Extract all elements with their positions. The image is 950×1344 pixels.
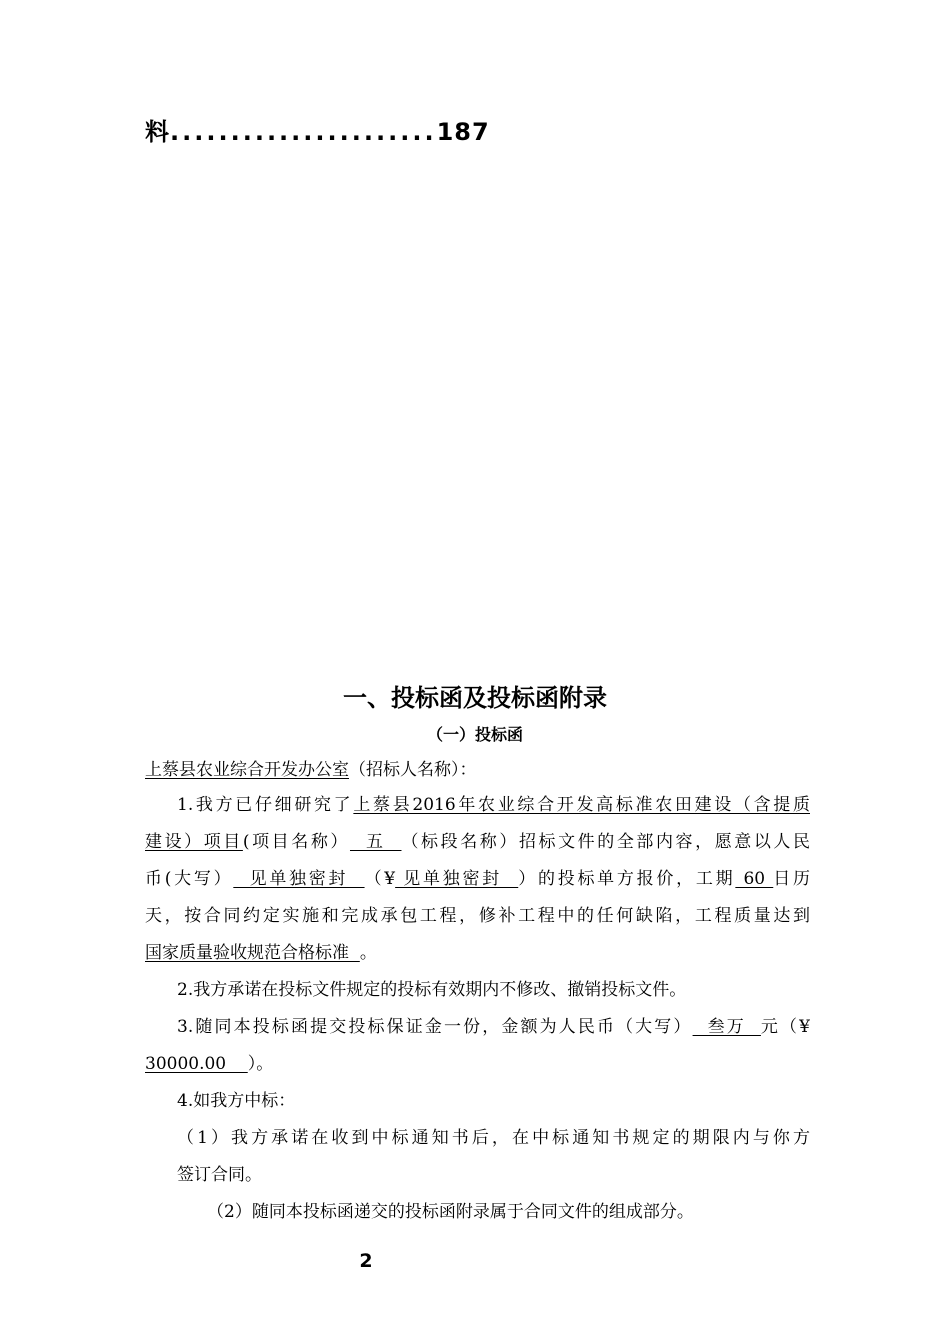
clause-3-end: ）。 <box>247 1054 274 1074</box>
clause-1-line-4: 天，按合同约定实施和完成承包工程，修补工程中的任何缺陷，工程质量达到 <box>145 906 810 926</box>
clause-2: 2.我方承诺在投标文件规定的投标有效期内不修改、撤销投标文件。 <box>177 980 687 1000</box>
section-title: 一、投标函及投标函附录 <box>343 684 607 712</box>
tenderer-name: 上蔡县农业综合开发办公室 <box>145 760 349 780</box>
clause-4-title: 4.如我方中标： <box>177 1091 296 1111</box>
bid-amount-figures: 见单独密封 <box>395 869 519 889</box>
toc-leader-dots: ...................... <box>170 118 437 146</box>
project-name-label: (项目名称） <box>242 832 350 852</box>
clause-4-item-1-line-2: 签订合同。 <box>177 1165 262 1185</box>
addressee-line <box>145 760 810 780</box>
section-subtitle: （一）投标函 <box>426 725 523 744</box>
clause-3-text-b: 元（¥ <box>760 1017 810 1037</box>
page-number: 2 <box>359 1250 373 1272</box>
project-name-part-1: 上蔡县2016年农业综合开发高标准农田建设（含提质 <box>353 795 810 815</box>
clause-3-line-1 <box>145 1017 810 1037</box>
clause-1-prefix: 1.我方已仔细研究了 <box>177 795 354 815</box>
tenderer-suffix: （招标人名称）： <box>349 760 477 780</box>
clause-1-line-2 <box>145 832 810 852</box>
clause-3-line-2 <box>145 1054 810 1074</box>
clause-1-text-b: （标段名称）招标文件的全部内容，愿意以人民 <box>401 832 811 852</box>
construction-period: 60 <box>735 869 774 889</box>
deposit-amount-figures: 30000.00 <box>145 1054 248 1074</box>
clause-1-text-c: 币(大写） <box>145 869 234 889</box>
project-name-part-2: 建设）项目 <box>145 832 243 852</box>
clause-1-line-1 <box>145 795 810 815</box>
section-name: 五 <box>349 832 402 852</box>
clause-1-line-5 <box>145 943 810 963</box>
toc-page-number: 187 <box>436 118 490 146</box>
quality-standard: 国家质量验收规范合格标准 <box>145 943 360 963</box>
clause-4-item-2: （2）随同本投标函递交的投标函附录属于合同文件的组成部分。 <box>207 1202 694 1222</box>
toc-entry <box>145 112 490 147</box>
deposit-amount-words: 叁万 <box>692 1017 761 1037</box>
toc-entry-label: 料 <box>145 118 170 146</box>
clause-1-text-e: 日历 <box>773 869 811 889</box>
clause-4-item-1-line-1: （1）我方承诺在收到中标通知书后，在中标通知书规定的期限内与你方 <box>177 1128 810 1148</box>
bid-amount-words: 见单独密封 <box>233 869 365 889</box>
clause-1-yen: （¥ <box>364 869 396 889</box>
clause-3-text-a: 3.随同本投标函提交投标保证金一份，金额为人民币（大写） <box>177 1017 693 1037</box>
clause-1-line-3 <box>145 869 810 889</box>
clause-1-end: 。 <box>359 943 377 963</box>
clause-1-text-d: ）的投标单方报价，工期 <box>518 869 736 889</box>
